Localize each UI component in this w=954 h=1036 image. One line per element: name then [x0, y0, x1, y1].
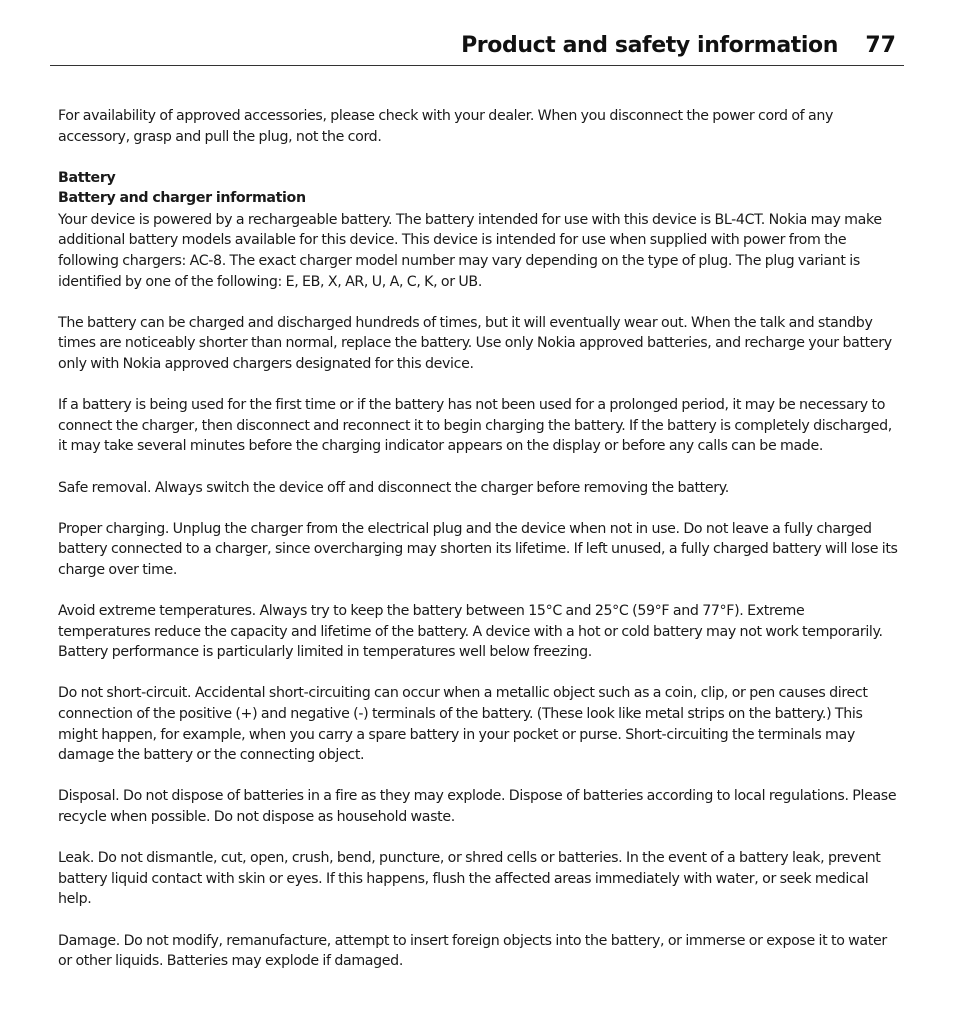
- section-heading: Battery: [58, 169, 116, 186]
- body-paragraph: Leak. Do not dismantle, cut, open, crush, bend, puncture, or shred cells or batteries. In the event of a battery leak, prevent battery liquid contact with skin or eyes. If this happens, flush the affected areas immediately with water, or seek medical help.: [58, 850, 881, 908]
- body-paragraph: Damage. Do not modify, remanufacture, attempt to insert foreign objects into the battery, or immerse or expose it to water or other liquids. Batteries may explode if damaged.: [58, 932, 887, 970]
- body-paragraph: If a battery is being used for the first time or if the battery has not been used for a prolonged period, it may be necessary to connect the charger, then disconnect and reconnect it to begin charging the battery. If the battery is completely discharged, it may take several minutes before the charging indicator appears on the display or before any calls can be made.: [58, 397, 892, 455]
- body-paragraph: Safe removal. Always switch the device off and disconnect the charger before removing the battery.: [58, 479, 729, 496]
- body-paragraph: Your device is powered by a rechargeable battery. The battery intended for use with this device is BL-4CT. Nokia may make additional battery models available for this device. This device is intended for use when supplied with power from the following chargers: AC-8. The exact charger model number may vary depending on the type of plug. The plug variant is identified by one of the following: E, EB, X, AR, U, A, C, K, or UB.: [58, 211, 882, 290]
- page-header: [50, 28, 904, 66]
- intro-paragraph: For availability of approved accessories, please check with your dealer. When you disconnect the power cord of any accessory, grasp and pull the plug, not the cord.: [58, 108, 834, 145]
- page-content: [58, 106, 900, 992]
- body-paragraph: Disposal. Do not dispose of batteries in a fire as they may explode. Dispose of batteries according to local regulations. Please recycle when possible. Do not dispose as household waste.: [58, 788, 897, 825]
- body-paragraph: Proper charging. Unplug the charger from the electrical plug and the device when not in use. Do not leave a fully charged battery connected to a charger, since overcharging may shorten its lifetime. If left unused, a fully charged battery will lose its charge over time.: [58, 520, 898, 578]
- page-title: Product and safety information: [461, 33, 838, 58]
- body-paragraph: The battery can be charged and discharged hundreds of times, but it will eventually wear out. When the talk and standby times are noticeably shorter than normal, replace the battery. Use only Nokia approved batteries, and recharge your battery only with Nokia approved chargers designated for this device.: [58, 314, 892, 372]
- body-paragraph: Do not short-circuit. Accidental short-circuiting can occur when a metallic object such as a coin, clip, or pen causes direct connection of the positive (+) and negative (-) terminals of the battery. (These look like metal strips on the battery.) This might happen, for example, when you carry a spare battery in your pocket or purse. Short-circuiting the terminals may damage the battery or the connecting object.: [58, 685, 868, 764]
- body-paragraph: Avoid extreme temperatures. Always try to keep the battery between 15°C and 25°C (59°F and 77°F). Extreme temperatures reduce the capacity and lifetime of the battery. A device with a hot or cold battery may not work temporarily. Battery performance is particularly limited in temperatures well below freezing.: [58, 603, 883, 661]
- page-number: 77: [865, 33, 896, 58]
- subsection-heading: Battery and charger information: [58, 189, 306, 206]
